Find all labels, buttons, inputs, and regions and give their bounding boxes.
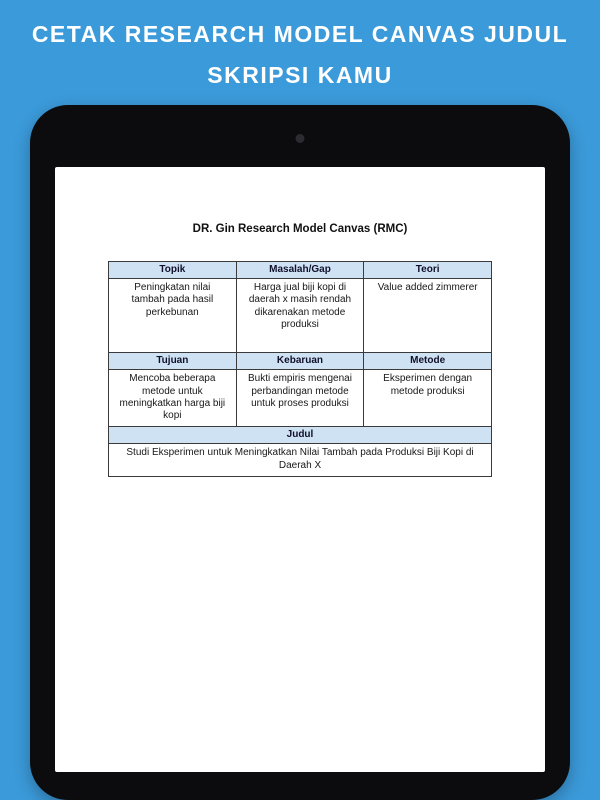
- table-content-row-judul: [109, 444, 492, 476]
- table-content-row-2: [109, 370, 492, 427]
- promo-title-line1: CETAK RESEARCH MODEL CANVAS JUDUL: [31, 21, 569, 47]
- promo-title-line2: SKRIPSI KAMU: [207, 62, 393, 88]
- cell-metode: Eksperimen dengan metode produksi: [364, 370, 492, 427]
- table-header-row-1: [109, 262, 492, 279]
- cell-judul: Studi Eksperimen untuk Meningkatkan Nilai Tambah pada Produksi Biji Kopi di Daerah X: [109, 444, 492, 476]
- promo-header: [0, 0, 600, 96]
- table-content-row-1: [109, 279, 492, 353]
- cell-tujuan: Mencoba beberapa metode untuk meningkatkan harga biji kopi: [109, 370, 237, 427]
- tablet-screen: [55, 167, 545, 772]
- table-header-row-judul: [109, 427, 492, 444]
- column-header-metode: Metode: [364, 353, 492, 370]
- column-header-teori: Teori: [364, 262, 492, 279]
- rmc-table: [108, 261, 492, 477]
- cell-masalah: Harga jual biji kopi di daerah x masih rendah dikarenakan metode produksi: [236, 279, 364, 353]
- tablet-camera-icon: [296, 134, 305, 143]
- column-header-judul: Judul: [109, 427, 492, 444]
- column-header-masalah: Masalah/Gap: [236, 262, 364, 279]
- column-header-topik: Topik: [109, 262, 237, 279]
- cell-kebaruan: Bukti empiris mengenai perbandingan metode untuk proses produksi: [236, 370, 364, 427]
- cell-teori: Value added zimmerer: [364, 279, 492, 353]
- cell-topik: Peningkatan nilai tambah pada hasil perkebunan: [109, 279, 237, 353]
- document-title: DR. Gin Research Model Canvas (RMC): [192, 223, 408, 235]
- column-header-kebaruan: Kebaruan: [236, 353, 364, 370]
- table-header-row-2: [109, 353, 492, 370]
- column-header-tujuan: Tujuan: [109, 353, 237, 370]
- tablet-mockup: [30, 105, 570, 800]
